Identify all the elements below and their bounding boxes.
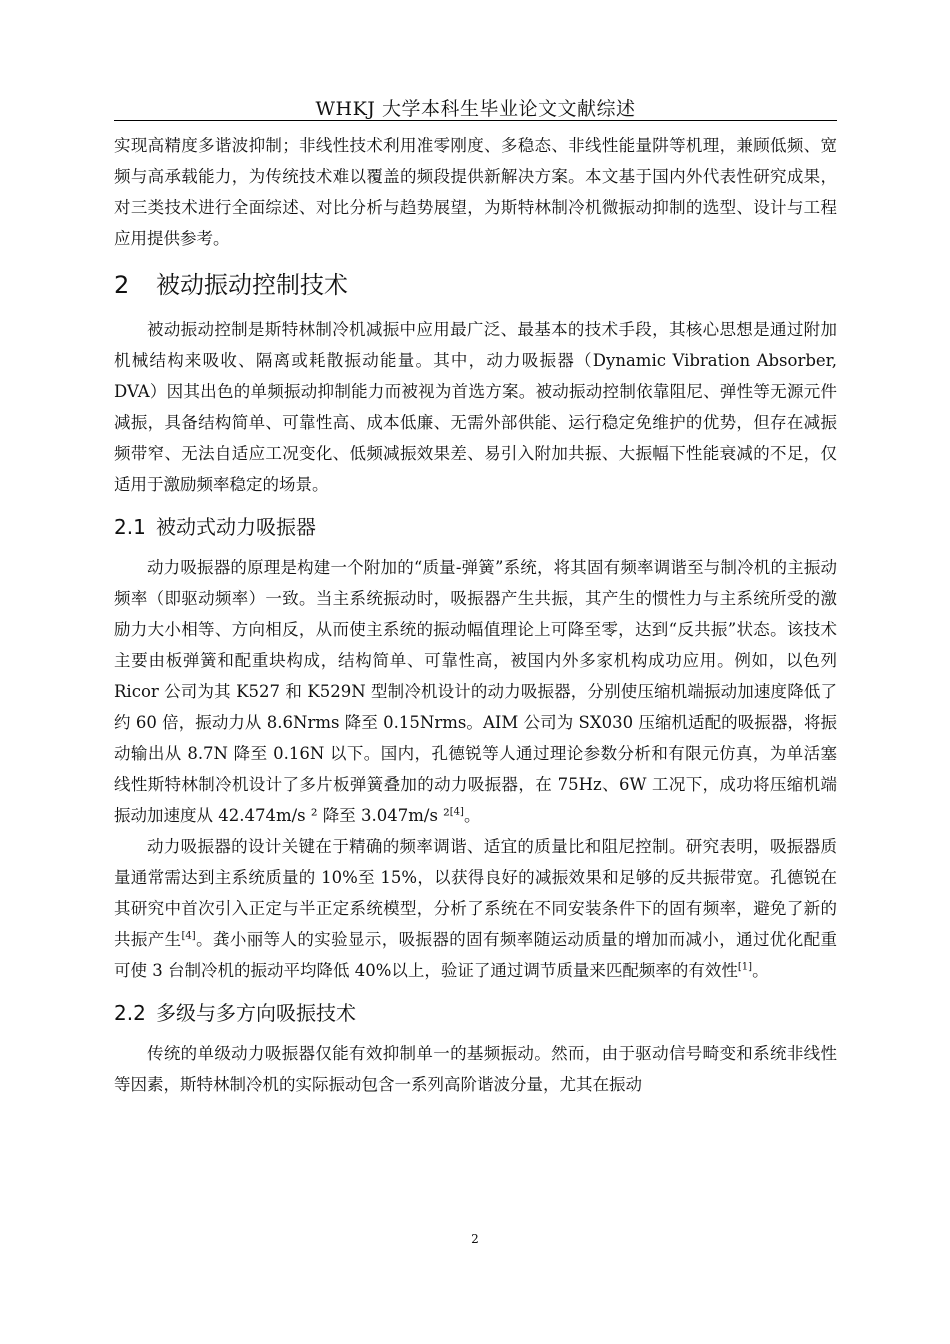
section-title: 多级与多方向吸振技术 bbox=[156, 1001, 356, 1025]
section-number: 2 bbox=[114, 271, 130, 299]
paragraph-text: 动力吸振器的原理是构建一个附加的“质量-弹簧”系统，将其固有频率调谐至与制冷机的主振动频率（即驱动频率）一致。当主系统振动时，吸振器产生共振，其产生的惯性力与主系统所受的激励力大小相等、方向相反，从而使主系统的振动幅值理论上可降至零，达到“反共振”状态。该技术主要由板弹簧和配重块构成，结构简单、可靠性高，被国内外多家机构成功应用。例如，以色列 Ricor 公司为其 K527 和 K529N 型制冷机设计的动力吸振器，分别使压缩机端振动加速度降低了约 60 倍，振动力从 8.6Nrms 降至 0.15Nrms。AIM 公司为 SX030 压缩机适配的吸振器，将振动输出从 8.7N 降至 0.16N 以下。国内，孔德锐等人通过理论参数分析和有限元仿真，为单活塞线性斯特林制冷机设计了多片板弹簧叠加的动力吸振器，在 75Hz、6W 工况下，成功将压缩机端振动加速度从 42.474m/s ² 降至 3.047m/s ² bbox=[114, 558, 837, 825]
page-number: 2 bbox=[471, 1232, 479, 1246]
section-2-1-heading bbox=[114, 512, 837, 542]
section-number: 2.1 bbox=[114, 515, 146, 539]
paragraph-text: 动力吸振器的设计关键在于精确的频率调谐、适宜的质量比和阻尼控制。研究表明，吸振器质量通常需达到主系统质量的 10%至 15%，以获得良好的减振效果和足够的反共振带宽。孔德锐在其研究中首次引入正定与半正定系统模型，分析了系统在不同安装条件下的固有频率，避免了新的共振产生 bbox=[114, 837, 837, 949]
citation: [4] bbox=[449, 806, 464, 818]
section-2-heading bbox=[114, 268, 837, 302]
section-2-1-paragraph-2 bbox=[114, 831, 837, 986]
section-2-paragraph: 被动振动控制是斯特林制冷机减振中应用最广泛、最基本的技术手段，其核心思想是通过附加机械结构来吸收、隔离或耗散振动能量。其中，动力吸振器（Dynamic Vibration Absorber, DVA）因其出色的单频振动抑制能力而被视为首选方案。被动振动控制依靠阻尼、弹性等无源元件减振，具备结构简单、可靠性高、成本低廉、无需外部供能、运行稳定免维护的优势，但存在减振频带窄、无法自适应工况变化、低频减振效果差、易引入附加共振、大振幅下性能衰减的不足，仅适用于激励频率稳定的场景。 bbox=[114, 320, 837, 494]
section-number: 2.2 bbox=[114, 1001, 146, 1025]
section-2-2-paragraph: 传统的单级动力吸振器仅能有效抑制单一的基频振动。然而，由于驱动信号畸变和系统非线性等因素，斯特林制冷机的实际振动包含一系列高阶谐波分量，尤其在振动 bbox=[114, 1044, 837, 1094]
header-rule bbox=[114, 120, 837, 121]
section-title: 被动振动控制技术 bbox=[156, 271, 348, 299]
body-text bbox=[114, 130, 837, 1100]
paragraph-end: 。 bbox=[463, 806, 481, 825]
running-header: WHKJ 大学本科生毕业论文文献综述 bbox=[315, 98, 636, 120]
section-2-1-paragraph-1 bbox=[114, 552, 837, 831]
citation: [1] bbox=[737, 961, 753, 973]
intro-paragraph: 实现高精度多谐波抑制；非线性技术利用准零刚度、多稳态、非线性能量阱等机理，兼顾低频、宽频与高承载能力，为传统技术难以覆盖的频段提供新解决方案。本文基于国内外代表性研究成果，对三类技术进行全面综述、对比分析与趋势展望，为斯特林制冷机微振动抑制的选型、设计与工程应用提供参考。 bbox=[114, 136, 837, 248]
paragraph-end: 。 bbox=[752, 961, 769, 980]
section-title: 被动式动力吸振器 bbox=[156, 515, 316, 539]
section-2-2-heading bbox=[114, 998, 837, 1028]
paragraph-text: 。龚小丽等人的实验显示，吸振器的固有频率随运动质量的增加而减小，通过优化配重可使 3 台制冷机的振动平均降低 40%以上，验证了通过调节质量来匹配频率的有效性 bbox=[114, 930, 838, 980]
citation: [4] bbox=[181, 930, 196, 942]
